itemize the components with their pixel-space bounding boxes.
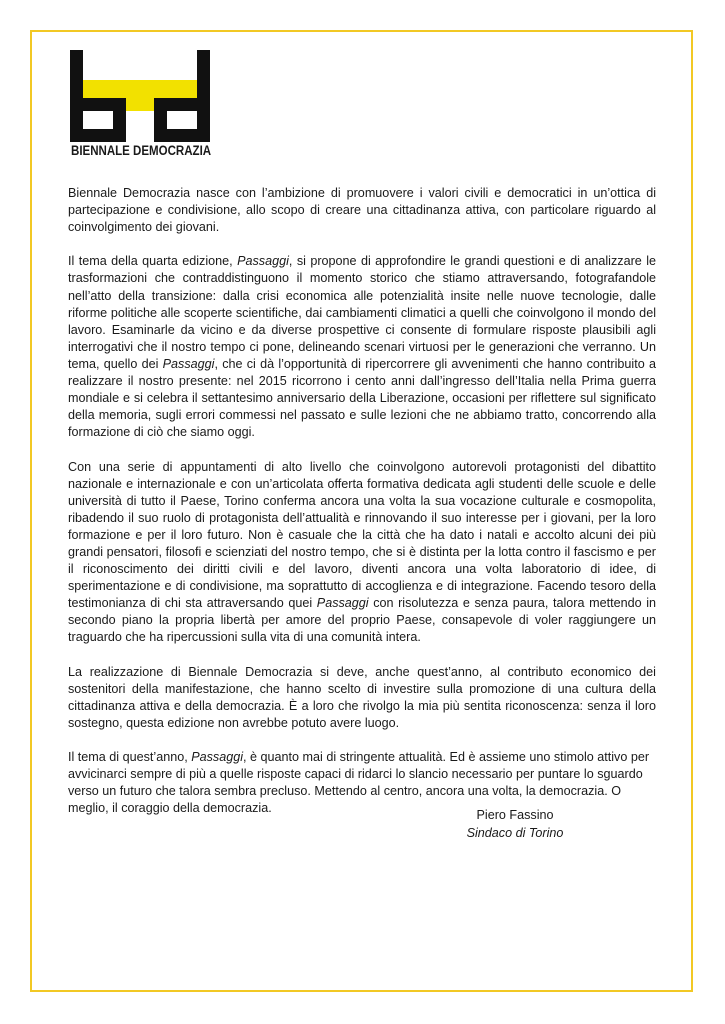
paragraph-city: Con una serie di appuntamenti di alto livello che coinvolgono autorevoli protagonisti del dibattito nazionale e internazionale e con un’articolata offerta formativa dedicata agli studenti delle scuole e delle università di tutto il Paese, Torino conferma ancora una volta la sua vocazione culturale e cosmopolita, ribadendo il suo ruolo di protagonista dell’attualità e rinnovando il suo interesse per i giovani, per la loro formazione e per il loro futuro. Non è casuale che la città che ha dato i natali e accolto alcuni dei più grandi pensatori, filosofi e scienziati del nostro tempo, che si è distinta per la lotta contro il fascismo e per il riconoscimento dei diritti civili e del lavoro, diventi ancora una volta laboratorio di idee, di sperimentazione e di condivisione, ma soprattutto di accoglienza e di integrazione. Facendo tesoro della testimonianza di chi sta attraversando quei Passaggi con risolutezza e senza paura, talora mettendo in secondo piano la propria libertà per amore del proprio Paese, consapevole di voler raggiungere un traguardo che ha ripercussioni sulla vita di una comunità intera. <box>68 459 657 645</box>
paragraph-closing: Il tema di quest’anno, Passaggi, è quanto mai di stringente attualità. Ed è assieme uno stimolo attivo per avvicinarci sempre di più a quelle risposte capaci di ridarci lo slancio necessario per puntare lo sguardo verso un futuro che talora sembra precluso. Mettendo al centro, ancora una volta, la democrazia. O meglio, il coraggio della democrazia. <box>68 750 650 816</box>
bd-logo-mark-icon <box>70 50 210 142</box>
signer-name: Piero Fassino <box>476 808 554 822</box>
paragraph-thanks: La realizzazione di Biennale Democrazia si deve, anche quest’anno, al contributo economico dei sostenitori della manifestazione, che hanno scelto di investire sulla promozione di una cultura della cittadinanza attiva e della democrazia. È a loro che rivolgo la mia più sentita riconoscenza: senza il loro sostegno, questa edizione non avrebbe potuto avere luogo. <box>68 664 656 730</box>
paragraph-intro: Biennale Democrazia nasce con l’ambizione di promuovere i valori civili e democratici in un’ottica di partecipazione e condivisione, allo scopo di creare una cittadinanza attiva, con particolare riguardo al coinvolgimento dei giovani. <box>68 186 656 235</box>
brand-name: BIENNALE DEMOCRAZIA <box>71 143 212 158</box>
signer-role: Sindaco di Torino <box>466 826 564 840</box>
paragraph-theme: Il tema della quarta edizione, Passaggi, si propone di approfondire le grandi questioni e di analizzare le trasformazioni che contraddistinguono il momento storico che stiamo attraversando, fotografandole nell’atto della transizione: dalla crisi economica alle potenzialità insite nelle nuove tecnologie, dalle riforme politiche alle scoperte scientifiche, dai cambiamenti climatici a quelli che coinvolgono il mondo del lavoro. Esaminarle da vicino e da diverse prospettive ci consente di formulare risposte plausibili agli interrogativi che il nostro tempo ci pone, delineando scenari virtuosi per le generazioni che verranno. Un tema, quello dei Passaggi, che ci dà l’opportunità di ripercorrere gli avvenimenti che hanno contribuito a realizzare il nostro presente: nel 2015 ricorrono i cento anni dall’ingresso dell’Italia nella Prima guerra mondiale e si celebra il settantesimo anniversario della Liberazione, occasioni per riflettere sul significato della memoria, sugli errori commessi nel passato e sulle lezioni che ne abbiamo tratto, concorrendo alla formazione di ciò che siamo oggi. <box>68 254 656 440</box>
letter-body <box>68 185 656 835</box>
signature-block <box>440 806 590 842</box>
